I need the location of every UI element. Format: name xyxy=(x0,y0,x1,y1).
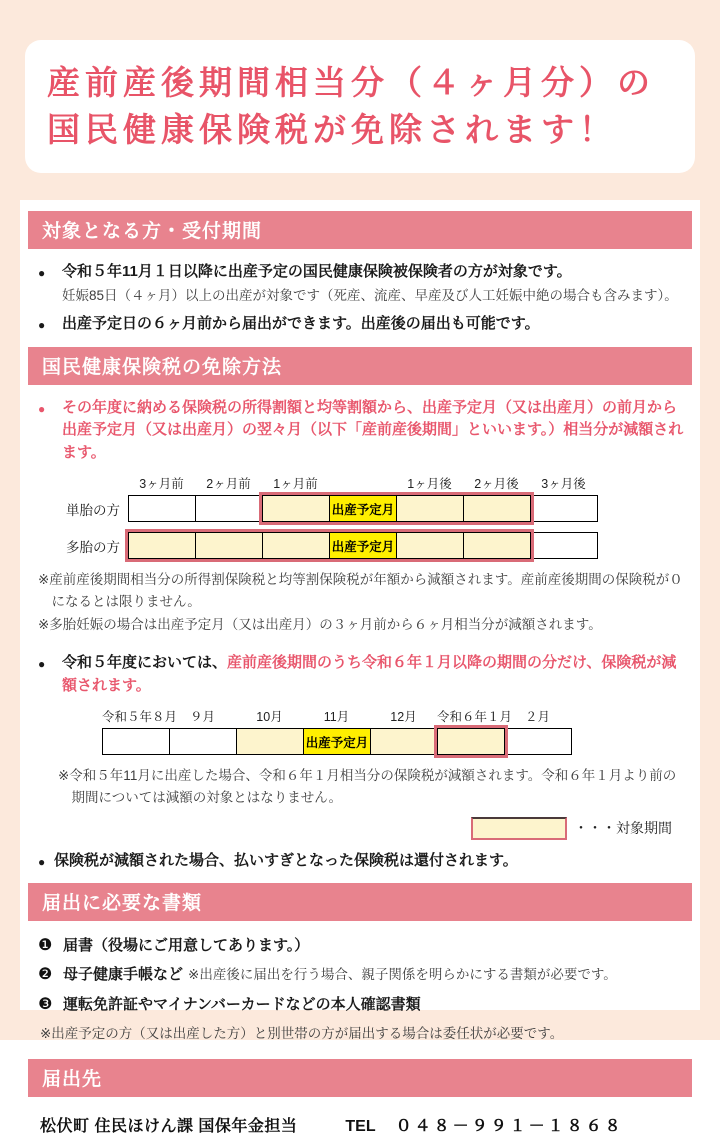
documents-block xyxy=(28,921,692,1059)
month-cell xyxy=(370,728,438,755)
exemption-note-1: ※産前産後期間相当分の所得割保険税と均等割保険税が年額から減額されます。産前産後期間の保険税が０になるとは限りません。 xyxy=(38,572,683,610)
exemption-block xyxy=(28,385,692,883)
exemption-bullet-1-text: その年度に納める保険税の所得割額と均等割額から、出産予定月（又は出産月）の前月から出産予定月（又は出産月）の翌々月（以下「産前産後期間」といいます。）相当分が減額されます。 xyxy=(62,398,684,461)
timeline-header-spacer xyxy=(66,474,128,492)
month-cell xyxy=(530,495,598,522)
timeline-cells xyxy=(102,728,572,755)
timeline-col-header: 2ヶ月後 xyxy=(474,477,519,492)
page-title-line1: 産前産後期間相当分（４ヶ月分）の xyxy=(47,63,655,101)
contact-row xyxy=(28,1097,692,1136)
exemption-bullet-1 xyxy=(38,397,686,465)
bullet-icon xyxy=(38,652,62,697)
document-item-1-text: 届書（役場にご用意してあります。） xyxy=(63,937,310,955)
bullet-icon xyxy=(38,397,62,465)
bullet-icon xyxy=(38,850,54,873)
timeline-header-row xyxy=(66,474,686,492)
eligibility-bullet-1-text: 令和５年11月１日以降に出産予定の国民健康保険被保険者の方が対象です。 xyxy=(62,263,572,280)
circled-number-1-icon: ❶ xyxy=(38,937,53,955)
timeline-prenatal-postnatal xyxy=(66,474,686,559)
month-cell xyxy=(236,728,304,755)
document-item-2-text: 母子健康手帳など xyxy=(63,966,184,984)
document-item-3 xyxy=(38,993,686,1016)
section-header-eligibility: 対象となる方・受付期間 xyxy=(28,211,692,249)
timeline-col-header: 11月 xyxy=(323,710,350,724)
exemption-bullet-2-red: 産前産後期間のうち令和６年１月以降の期間の分だけ、保険税が減額されます。 xyxy=(62,654,677,694)
timeline-cells xyxy=(128,532,598,559)
timeline-col-header xyxy=(329,474,396,492)
refund-bullet-text: 保険税が減額された場合、払いすぎとなった保険税は還付されます。 xyxy=(54,851,518,869)
eligibility-bullet-1-note: 妊娠85日（４ヶ月）以上の出産が対象です（死産、流産、早産及び人工妊娠中絶の場合も含みます）。 xyxy=(62,287,678,303)
exemption-note-3: ※令和５年11月に出産した場合、令和６年１月相当分の保険税が減額されます。令和６年１月より前の期間については減額の対象とはなりません。 xyxy=(58,768,677,805)
timeline-col-header: 10月 xyxy=(256,710,283,724)
month-cell xyxy=(195,495,263,522)
due-month-cell: 出産予定月 xyxy=(303,728,371,755)
eligibility-bullet-1 xyxy=(38,261,686,284)
legend-swatch xyxy=(471,817,567,840)
month-cell xyxy=(262,532,330,559)
timeline-cells xyxy=(128,495,598,522)
exemption-note-2: ※多胎妊娠の場合は出産予定月（又は出産月）の３ヶ月前から６ヶ月相当分が減額されます。 xyxy=(38,617,602,633)
timeline-col-header: 令和６年１月 xyxy=(437,710,513,724)
title-banner xyxy=(25,40,695,173)
timeline-header-row xyxy=(102,707,686,725)
timeline-row xyxy=(102,728,686,755)
timeline-col-header: ２月 xyxy=(524,710,550,724)
exemption-bullet-2 xyxy=(38,652,686,697)
section-header-exemption: 国民健康保険税の免除方法 xyxy=(28,347,692,385)
month-cell xyxy=(102,728,170,755)
circled-number-2-icon: ❷ xyxy=(38,966,53,984)
timeline-row-label: 多胎の方 xyxy=(66,539,120,555)
refund-bullet xyxy=(38,850,686,873)
month-cell xyxy=(504,728,572,755)
timeline-row xyxy=(66,532,686,559)
month-cell xyxy=(128,532,196,559)
month-cell xyxy=(195,532,263,559)
contact-tel-label: TEL xyxy=(345,1117,376,1135)
exemption-bullet-2-black: 令和５年度においては、 xyxy=(62,654,228,671)
section-header-documents: 届出に必要な書類 xyxy=(28,883,692,921)
month-cell xyxy=(463,532,531,559)
documents-footnote: ※出産予定の方（又は出産した方）と別世帯の方が届出する場合は委任状が必要です。 xyxy=(40,1025,564,1041)
bullet-icon xyxy=(38,261,62,284)
timeline-col-header: 令和５年８月 xyxy=(102,710,178,724)
document-item-1 xyxy=(38,934,686,957)
page-title-line2: 国民健康保険税が免除されます！ xyxy=(47,110,617,148)
bullet-icon xyxy=(38,313,62,336)
timeline-col-header: 3ヶ月後 xyxy=(541,477,586,492)
month-cell xyxy=(396,495,464,522)
timeline-col-header: 1ヶ月後 xyxy=(407,477,452,492)
timeline-row-label: 単胎の方 xyxy=(66,502,120,518)
timeline-col-header: ９月 xyxy=(189,710,215,724)
month-cell xyxy=(396,532,464,559)
timeline-row xyxy=(66,495,686,522)
contact-office: 松伏町 住民ほけん課 国保年金担当 xyxy=(40,1117,298,1135)
month-cell xyxy=(530,532,598,559)
due-month-cell: 出産予定月 xyxy=(329,532,397,559)
month-cell xyxy=(169,728,237,755)
eligibility-bullet-2-text: 出産予定日の６ヶ月前から届出ができます。出産後の届出も可能です。 xyxy=(62,315,540,333)
month-cell xyxy=(463,495,531,522)
document-item-3-text: 運転免許証やマイナンバーカードなどの本人確認書類 xyxy=(63,995,421,1013)
timeline-fiscal-year-r5 xyxy=(102,707,686,755)
content-panel xyxy=(20,200,700,1135)
document-item-2 xyxy=(38,963,686,986)
timeline-col-header: 1ヶ月前 xyxy=(273,477,318,492)
document-item-2-note: ※出産後に届出を行う場合、親子関係を明らかにする書類が必要です。 xyxy=(188,967,617,983)
timeline-col-header: 12月 xyxy=(390,710,417,724)
exemption-bullet-2-text xyxy=(62,652,686,697)
circled-number-3-icon: ❸ xyxy=(38,995,53,1013)
due-month-cell: 出産予定月 xyxy=(329,495,397,522)
eligibility-bullet-2 xyxy=(38,313,686,336)
month-cell xyxy=(128,495,196,522)
timeline-col-header: 2ヶ月前 xyxy=(206,477,251,492)
section-header-contact: 届出先 xyxy=(28,1059,692,1097)
month-cell xyxy=(437,728,505,755)
eligibility-block xyxy=(28,249,692,347)
timeline-col-header: 3ヶ月前 xyxy=(139,477,184,492)
month-cell xyxy=(262,495,330,522)
contact-tel-number: ０４８－９９１－１８６８ xyxy=(395,1117,624,1135)
legend-label: ・・・対象期間 xyxy=(574,820,672,837)
legend-target-period xyxy=(38,817,672,840)
